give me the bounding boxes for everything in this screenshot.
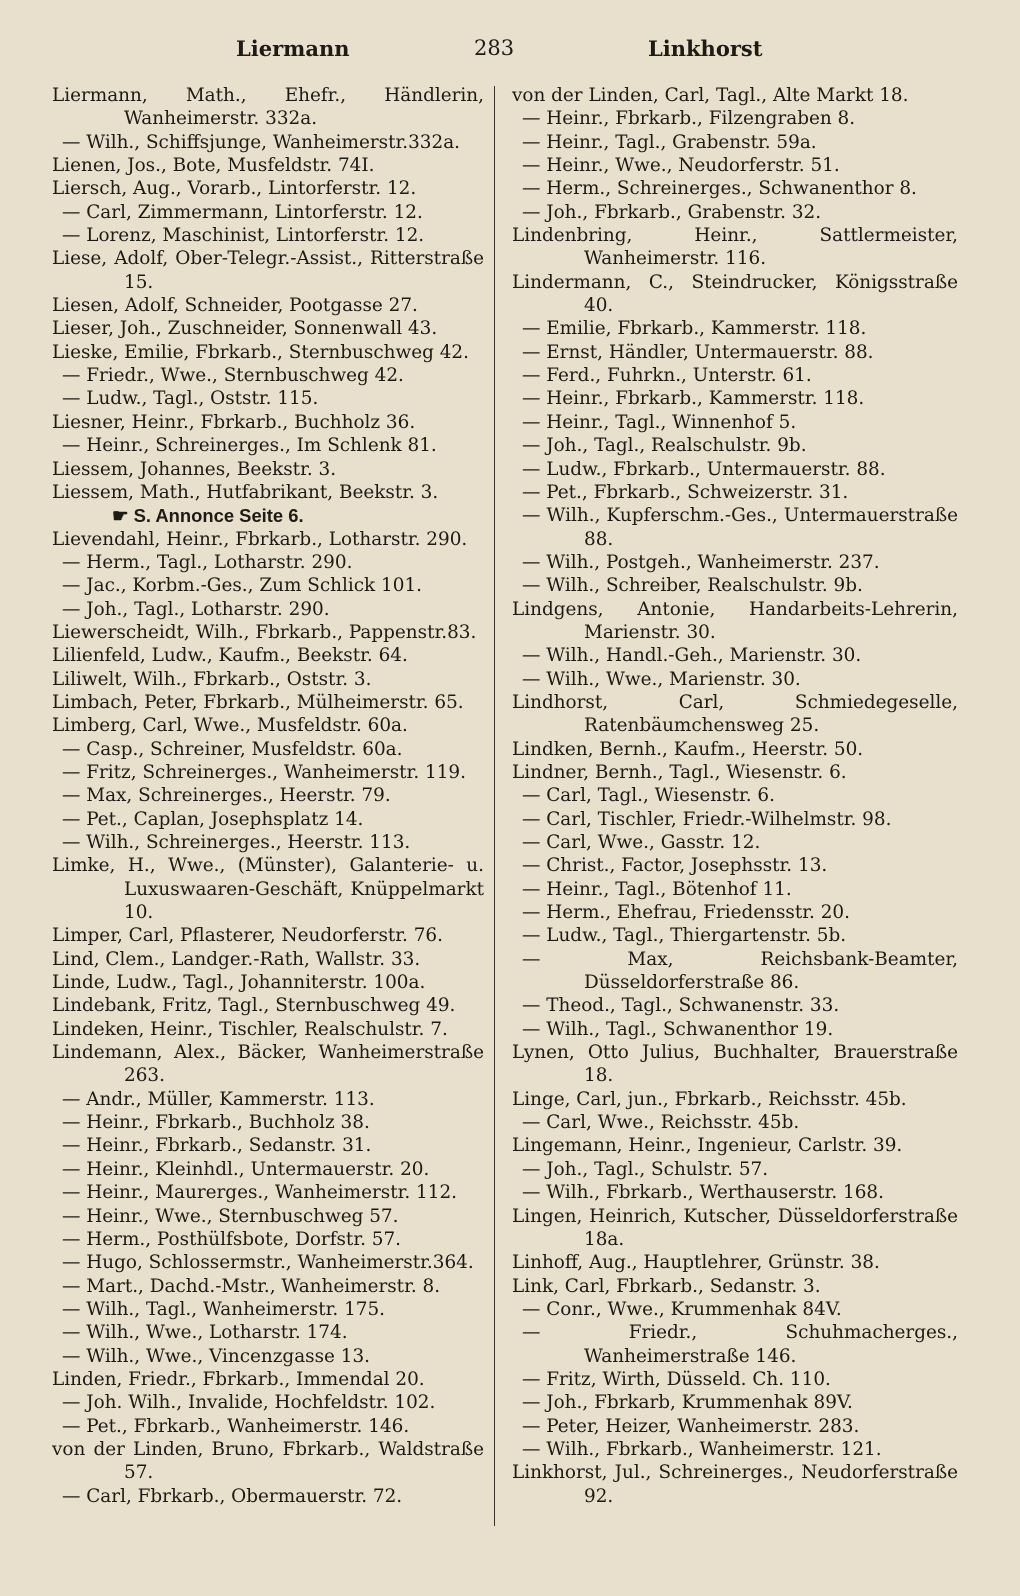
right-column xyxy=(512,84,958,1508)
directory-entry: von der Linden, Bruno, Fbrkarb., Waldstraße 57. xyxy=(52,1438,484,1484)
directory-entry: — Herm., Tagl., Lotharstr. 290. xyxy=(62,551,353,573)
directory-entry: — Joh., Tagl., Lotharstr. 290. xyxy=(62,598,330,620)
directory-entry: — Lorenz, Maschinist, Lintorferstr. 12. xyxy=(62,225,425,247)
directory-entry: — Wilh., Schreinerges., Heerstr. 113. xyxy=(62,832,411,853)
directory-entry: — Max, Schreinerges., Heerstr. 79. xyxy=(62,785,391,807)
directory-entry: Linden, Friedr., Fbrkarb., Immendal 20. xyxy=(52,1368,425,1390)
directory-entry: — Mart., Dachd.-Mstr., Wanheimerstr. 8. xyxy=(62,1275,441,1297)
directory-entry: Lieser, Joh., Zuschneider, Sonnenwall 43. xyxy=(52,318,438,340)
directory-entry: Liliwelt, Wilh., Fbrkarb., Oststr. 3. xyxy=(52,668,372,690)
directory-entry: Lingen, Heinrich, Kutscher, Düsseldorferstraße 18a. xyxy=(512,1205,958,1250)
directory-entry: — Christ., Factor, Josephsstr. 13. xyxy=(522,855,828,877)
directory-entry: — Ernst, Händler, Untermauerstr. 88. xyxy=(522,341,874,363)
directory-entry: — Wilh., Postgeh., Wanheimerstr. 237. xyxy=(522,551,880,573)
directory-entry: Linhoff, Aug., Hauptlehrer, Grünstr. 38. xyxy=(512,1252,880,1274)
directory-entry: — Friedr., Schuhmacherges., Wanheimerstraße 146. xyxy=(522,1322,958,1367)
directory-entry: Lindeken, Heinr., Tischler, Realschulstr. 7. xyxy=(52,1018,448,1040)
header-first-name: Liermann xyxy=(236,36,350,61)
directory-entry: — Hugo, Schlossermstr., Wanheimerstr.364. xyxy=(62,1252,474,1274)
directory-entry: Liese, Adolf, Ober-Telegr.-Assist., Ritterstraße 15. xyxy=(52,248,484,293)
directory-entry: — Carl, Wwe., Gasstr. 12. xyxy=(522,832,761,853)
directory-entry: — Heinr., Tagl., Winnenhof 5. xyxy=(522,411,797,433)
directory-entry: — Conr., Wwe., Krummenhak 84V. xyxy=(522,1298,842,1320)
annonce-note: ☛ S. Annonce Seite 6. xyxy=(112,505,304,527)
directory-entry: Lindermann, C., Steindrucker, Königsstraße 40. xyxy=(512,271,958,317)
directory-entry: Lindken, Bernh., Kaufm., Heerstr. 50. xyxy=(512,738,864,760)
directory-entry: — Fritz, Schreinerges., Wanheimerstr. 119. xyxy=(62,761,466,783)
directory-entry: — Carl, Tischler, Friedr.-Wilhelmstr. 98. xyxy=(522,808,892,830)
directory-entry: Lindner, Bernh., Tagl., Wiesenstr. 6. xyxy=(512,761,847,783)
header-last-name: Linkhorst xyxy=(648,36,763,61)
directory-entry: — Pet., Fbrkarb., Schweizerstr. 31. xyxy=(522,481,849,503)
directory-entry: — Wilh., Wwe., Marienstr. 30. xyxy=(522,668,801,690)
directory-entry: Lindgens, Antonie, Handarbeits-Lehrerin, Marienstr. 30. xyxy=(512,598,958,643)
directory-entry: — Wilh., Schreiber, Realschulstr. 9b. xyxy=(522,575,863,597)
directory-entry: Limberg, Carl, Wwe., Musfeldstr. 60a. xyxy=(52,715,408,737)
directory-entry: — Pet., Fbrkarb., Wanheimerstr. 146. xyxy=(62,1415,410,1437)
directory-entry: Liewerscheidt, Wilh., Fbrkarb., Pappenstr.83. xyxy=(52,621,477,643)
directory-entry: — Heinr., Tagl., Bötenhof 11. xyxy=(522,878,792,900)
directory-entry: — Heinr., Kleinhdl., Untermauerstr. 20. xyxy=(62,1158,430,1180)
directory-entry: Liermann, Math., Ehefr., Händlerin, Wanheimerstr. 332a. xyxy=(52,85,484,130)
directory-entry: Limke, H., Wwe., (Münster), Galanterie- u. Luxuswaaren-Geschäft, Knüppelmarkt 10. xyxy=(52,855,484,924)
directory-entry: — Herm., Schreinerges., Schwanenthor 8. xyxy=(522,178,917,200)
directory-entry: — Herm., Ehefrau, Friedensstr. 20. xyxy=(522,902,850,924)
directory-entry: von der Linden, Carl, Tagl., Alte Markt 18. xyxy=(512,85,909,106)
directory-entry: — Max, Reichsbank-Beamter, Düsseldorferstraße 86. xyxy=(522,948,958,994)
directory-entry: Lindemann, Alex., Bäcker, Wanheimerstraße 263. xyxy=(52,1042,484,1087)
left-column xyxy=(52,84,484,1508)
directory-entry: Liessem, Math., Hutfabrikant, Beekstr. 3. xyxy=(52,481,439,503)
directory-entry: — Carl, Wwe., Reichsstr. 45b. xyxy=(522,1112,800,1134)
directory-entry: Lindhorst, Carl, Schmiedegeselle, Ratenbäumchensweg 25. xyxy=(512,691,958,737)
directory-entry: — Fritz, Wirth, Düsseld. Ch. 110. xyxy=(522,1368,831,1390)
directory-entry: — Joh., Tagl., Realschulstr. 9b. xyxy=(522,435,807,457)
directory-entry: — Heinr., Fbrkarb., Kammerstr. 118. xyxy=(522,388,865,410)
directory-entry: — Heinr., Wwe., Neudorferstr. 51. xyxy=(522,155,840,177)
directory-entry: — Pet., Caplan, Josephsplatz 14. xyxy=(62,808,364,830)
directory-entry: — Carl, Zimmermann, Lintorferstr. 12. xyxy=(62,201,423,223)
directory-entry: Lievendahl, Heinr., Fbrkarb., Lotharstr. 290. xyxy=(52,528,468,550)
directory-entry: Limper, Carl, Pflasterer, Neudorferstr. 76. xyxy=(52,925,443,947)
directory-entry: Liessem, Johannes, Beekstr. 3. xyxy=(52,458,337,480)
directory-entry: — Wilh., Kupferschm.-Ges., Untermauerstraße 88. xyxy=(522,505,958,550)
directory-entry: — Heinr., Fbrkarb., Filzengraben 8. xyxy=(522,108,856,130)
directory-entry: — Wilh., Schiffsjunge, Wanheimerstr.332a. xyxy=(62,131,461,153)
directory-entry: — Ludw., Tagl., Oststr. 115. xyxy=(62,388,319,410)
directory-entry: Lingemann, Heinr., Ingenieur, Carlstr. 39. xyxy=(512,1135,903,1157)
directory-entry: — Jac., Korbm.-Ges., Zum Schlick 101. xyxy=(62,575,422,597)
directory-entry: Lieske, Emilie, Fbrkarb., Sternbuschweg 42. xyxy=(52,341,469,363)
directory-entry: Lindenbring, Heinr., Sattlermeister, Wanheimerstr. 116. xyxy=(512,225,958,270)
directory-entry: — Theod., Tagl., Schwanenstr. 33. xyxy=(522,995,840,1017)
column-divider xyxy=(494,86,495,1526)
directory-entry: Liesen, Adolf, Schneider, Pootgasse 27. xyxy=(52,295,418,317)
page-number: 283 xyxy=(474,36,515,60)
directory-entry: — Carl, Tagl., Wiesenstr. 6. xyxy=(522,785,775,807)
directory-entry: — Joh., Fbrkarb., Grabenstr. 32. xyxy=(522,201,822,223)
directory-entry: — Peter, Heizer, Wanheimerstr. 283. xyxy=(522,1415,860,1437)
directory-entry: — Wilh., Fbrkarb., Werthauserstr. 168. xyxy=(522,1182,884,1204)
directory-entry: — Joh. Wilh., Invalide, Hochfeldstr. 102. xyxy=(62,1392,436,1414)
directory-entry: Link, Carl, Fbrkarb., Sedanstr. 3. xyxy=(512,1275,821,1297)
directory-entry: Lienen, Jos., Bote, Musfeldstr. 74I. xyxy=(52,155,375,177)
directory-entry: — Joh., Fbrkarb, Krummenhak 89V. xyxy=(522,1392,853,1414)
directory-entry: — Wilh., Wwe., Lotharstr. 174. xyxy=(62,1322,348,1344)
directory-entry: Lynen, Otto Julius, Buchhalter, Brauerstraße 18. xyxy=(512,1042,958,1087)
directory-entry: — Heinr., Schreinerges., Im Schlenk 81. xyxy=(62,435,437,457)
directory-entry: — Friedr., Wwe., Sternbuschweg 42. xyxy=(62,365,404,387)
directory-entry: Lindebank, Fritz, Tagl., Sternbuschweg 49. xyxy=(52,995,456,1017)
directory-entry: — Herm., Posthülfsbote, Dorfstr. 57. xyxy=(62,1228,402,1250)
directory-entry: — Wilh., Fbrkarb., Wanheimerstr. 121. xyxy=(522,1438,882,1460)
directory-entry: Linkhorst, Jul., Schreinerges., Neudorferstraße 92. xyxy=(512,1462,958,1507)
directory-entry: — Ferd., Fuhrkn., Unterstr. 61. xyxy=(522,365,812,387)
directory-entry: — Ludw., Tagl., Thiergartenstr. 5b. xyxy=(522,925,847,947)
directory-entry: Liesner, Heinr., Fbrkarb., Buchholz 36. xyxy=(52,411,416,433)
directory-entry: — Andr., Müller, Kammerstr. 113. xyxy=(62,1088,375,1110)
directory-entry: — Emilie, Fbrkarb., Kammerstr. 118. xyxy=(522,318,867,340)
directory-entry: — Heinr., Fbrkarb., Sedanstr. 31. xyxy=(62,1135,372,1157)
directory-entry: — Casp., Schreiner, Musfeldstr. 60a. xyxy=(62,738,403,760)
directory-entry: — Joh., Tagl., Schulstr. 57. xyxy=(522,1158,769,1180)
directory-entry: — Ludw., Fbrkarb., Untermauerstr. 88. xyxy=(522,458,886,480)
directory-entry: — Wilh., Wwe., Vincenzgasse 13. xyxy=(62,1345,371,1367)
directory-entry: — Wilh., Tagl., Wanheimerstr. 175. xyxy=(62,1298,386,1320)
directory-entry: — Heinr., Fbrkarb., Buchholz 38. xyxy=(62,1112,370,1134)
directory-entry: Lilienfeld, Ludw., Kaufm., Beekstr. 64. xyxy=(52,645,408,667)
directory-entry: — Wilh., Handl.-Geh., Marienstr. 30. xyxy=(522,645,862,667)
directory-entry: — Carl, Fbrkarb., Obermauerstr. 72. xyxy=(62,1485,403,1507)
directory-entry: Linde, Ludw., Tagl., Johanniterstr. 100a. xyxy=(52,972,426,994)
directory-entry: — Heinr., Maurerges., Wanheimerstr. 112. xyxy=(62,1182,458,1204)
directory-entry: Lind, Clem., Landger.-Rath, Wallstr. 33. xyxy=(52,948,421,970)
directory-entry: Linge, Carl, jun., Fbrkarb., Reichsstr. 45b. xyxy=(512,1088,907,1110)
directory-entry: Liersch, Aug., Vorarb., Lintorferstr. 12. xyxy=(52,178,417,200)
directory-entry: — Heinr., Wwe., Sternbuschweg 57. xyxy=(62,1205,399,1227)
directory-entry: — Heinr., Tagl., Grabenstr. 59a. xyxy=(522,131,817,153)
directory-entry: Limbach, Peter, Fbrkarb., Mülheimerstr. 65. xyxy=(52,691,464,713)
directory-entry: — Wilh., Tagl., Schwanenthor 19. xyxy=(522,1018,834,1040)
